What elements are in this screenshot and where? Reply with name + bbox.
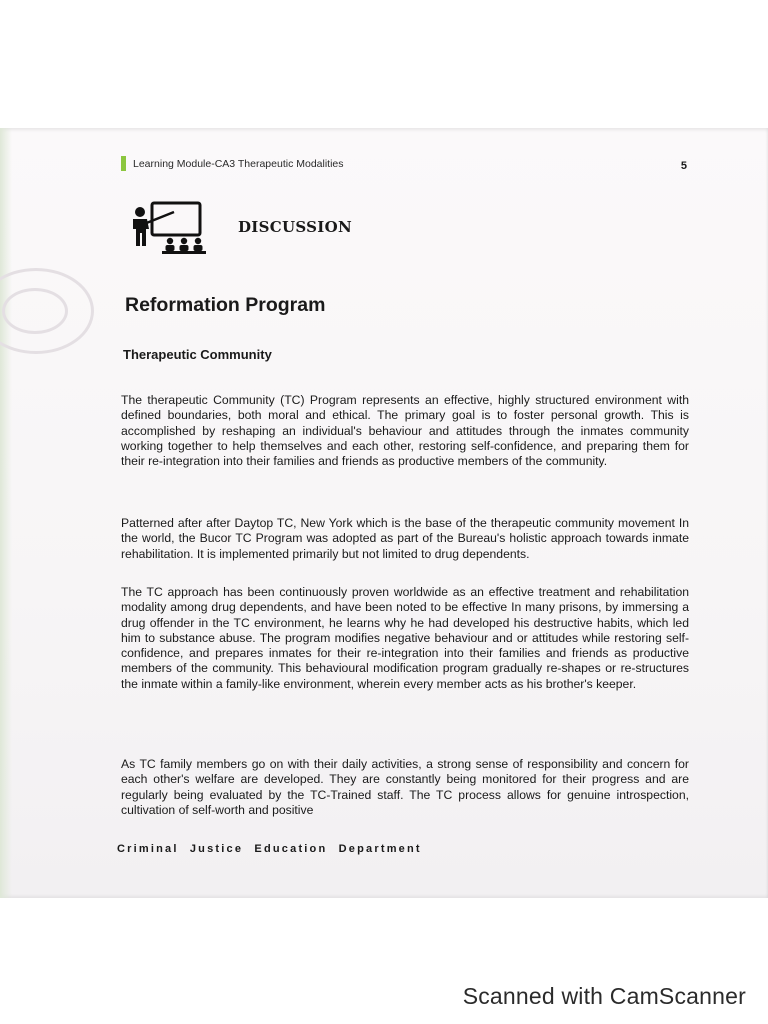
bleed-through-target-mark-inner (2, 288, 68, 334)
section-label: DISCUSSION (238, 218, 353, 236)
page-title: Reformation Program (125, 294, 326, 316)
teacher-presentation-icon (126, 200, 210, 256)
document-header (121, 156, 691, 176)
paragraph-4: As TC family members go on with their daily activities, a strong sense of responsibility and concern for each other's welfare are developed. They are constantly being monitored for their progress and are regularly being evaluated by the TC-Trained staff. The TC process allows for genuine introspection, cultivation of self-worth and positive (121, 757, 689, 817)
paragraph-2: Patterned after after Daytop TC, New York which is the base of the therapeutic community movement In the world, the Bucor TC Program was adopted as part of the Bureau's holistic approach towards inmate rehabilitation. It is implemented primarily but not limited to drug dependents. (121, 516, 689, 561)
paragraph-1: The therapeutic Community (TC) Program represents an effective, highly structured environment with defined boundaries, both moral and ethical. The primary goal is to foster personal growth. This is accomplished by reshaping an individual's behaviour and attitudes through the inmates community working together to help themselves and each other, restoring self-confidence, and preparing them for their re-integration into their families and friends as productive members of the community. (121, 393, 689, 469)
module-title: Learning Module-CA3 Therapeutic Modalities (133, 158, 344, 170)
header-accent-bar (121, 156, 126, 171)
footer-department: Criminal Justice Education Department (117, 843, 422, 855)
paragraph-3: The TC approach has been continuously proven worldwide as an effective treatment and rehabilitation modality among drug dependents, and have been noted to be effective In many prisons, by immersing a drug offender in the TC environment, he learns why he had developed his destructive habits, which led him to substance abuse. The program modifies negative behaviour and or attitudes while restoring self-confidence, and prepares inmates for their re-integration into their families and friends as productive members of the community. This behavioural modification program gradually re-shapes or re-structures the inmate within a family-like environment, wherein every member acts as his brother's keeper. (121, 585, 689, 691)
section-subtitle: Therapeutic Community (123, 347, 272, 362)
page-edge-shadow (0, 128, 12, 898)
scanner-watermark: Scanned with CamScanner (462, 983, 746, 1009)
page-number: 5 (680, 160, 687, 172)
